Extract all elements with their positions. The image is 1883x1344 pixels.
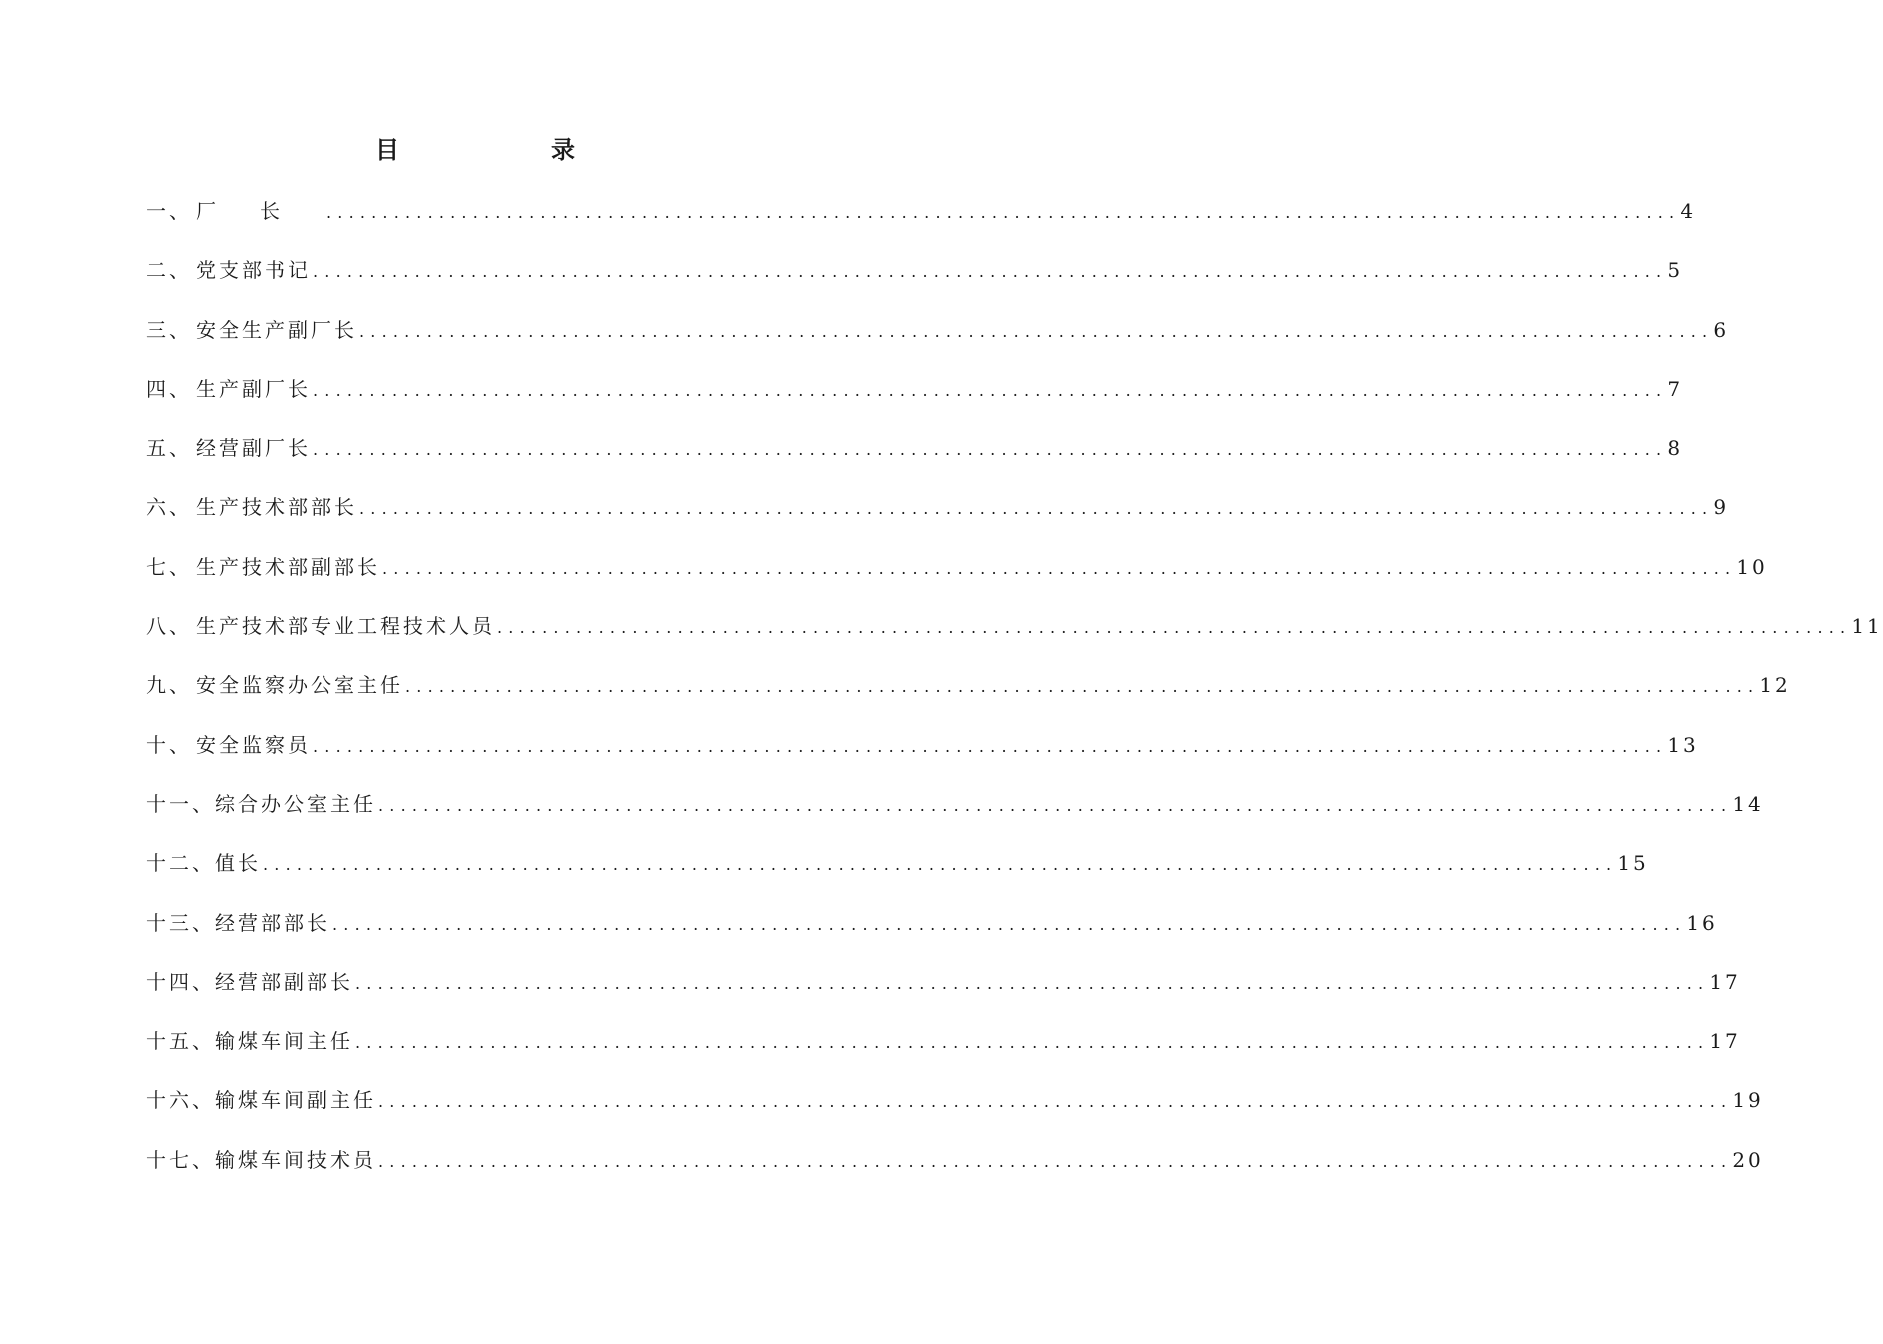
toc-entry-label: 经营部部长 — [215, 910, 330, 935]
toc-entry[interactable] — [146, 373, 1684, 432]
toc-entry[interactable] — [146, 195, 1697, 254]
toc-entry-label: 党支部书记 — [196, 258, 311, 283]
toc-entry[interactable] — [146, 847, 1649, 906]
toc-dot-leader: ........................................................................................................................ — [355, 973, 1710, 993]
toc-dot-leader: ........................................................................................................................ — [359, 321, 1714, 341]
toc-entry-label: 生产技术部专业工程技术人员 — [196, 614, 495, 639]
toc-entry-number: 十四、 — [146, 969, 215, 994]
toc-entry-number: 三、 — [146, 317, 192, 342]
toc-dot-leader: ........................................................................................................................ — [355, 1033, 1710, 1053]
toc-dot-leader: ........................................................................................................................ — [378, 795, 1733, 815]
toc-entry-page-number: 17 — [1709, 969, 1741, 994]
toc-entry-number: 九、 — [146, 673, 192, 698]
toc-entry-number: 六、 — [146, 495, 192, 520]
toc-entry-number: 十一、 — [146, 791, 215, 816]
toc-entry[interactable] — [146, 254, 1684, 313]
toc-entry[interactable] — [146, 788, 1764, 847]
toc-entry-page-number: 15 — [1617, 851, 1649, 876]
toc-entry-page-number: 13 — [1667, 732, 1699, 757]
toc-entry[interactable] — [146, 907, 1718, 966]
toc-entry-number: 十、 — [146, 732, 192, 757]
toc-dot-leader: ........................................................................................................................ — [313, 440, 1668, 460]
toc-entry-page-number: 5 — [1667, 258, 1684, 283]
toc-entry-page-number: 8 — [1667, 436, 1684, 461]
toc-entry-label: 安全监察员 — [196, 732, 311, 757]
toc-entry-label: 输煤车间副主任 — [215, 1088, 376, 1113]
toc-dot-leader: ........................................................................................................................ — [378, 1151, 1733, 1171]
toc-entry-page-number: 20 — [1732, 1147, 1764, 1172]
toc-dot-leader: ........................................................................................................................ — [313, 262, 1668, 282]
toc-entry-label: 生产技术部部长 — [196, 495, 357, 520]
toc-entry-page-number: 7 — [1667, 376, 1684, 401]
toc-entry-label: 生产技术部副部长 — [196, 554, 380, 579]
toc-entry-label: 输煤车间技术员 — [215, 1147, 376, 1172]
toc-dot-leader: ........................................................................................................................ — [405, 677, 1760, 697]
toc-entry-page-number: 12 — [1759, 673, 1791, 698]
toc-entry[interactable] — [146, 314, 1730, 373]
toc-entry[interactable] — [146, 491, 1730, 550]
toc-dot-leader: ........................................................................................................................ — [497, 618, 1852, 638]
toc-entry[interactable] — [146, 966, 1741, 1025]
toc-dot-leader: ........................................................................................................................ — [382, 558, 1737, 578]
page-title: 目 录 — [375, 135, 639, 164]
toc-entry-label: 综合办公室主任 — [215, 791, 376, 816]
toc-entry-number: 十七、 — [146, 1147, 215, 1172]
toc-dot-leader: ........................................................................................................................ — [332, 914, 1687, 934]
toc-entry[interactable] — [146, 1144, 1764, 1203]
toc-entry-page-number: 16 — [1686, 910, 1718, 935]
toc-dot-leader: ........................................................................................................................ — [263, 855, 1618, 875]
toc-dot-leader: ........................................................................................................................ — [326, 203, 1681, 222]
toc-dot-leader: ........................................................................................................................ — [378, 1092, 1733, 1112]
toc-entry[interactable] — [146, 729, 1699, 788]
toc-entry-number: 一、 — [146, 199, 192, 223]
toc-entry-label: 输煤车间主任 — [215, 1029, 353, 1054]
toc-dot-leader: ........................................................................................................................ — [313, 380, 1668, 400]
toc-entry-label: 值长 — [215, 851, 261, 876]
toc-entry-page-number: 4 — [1680, 199, 1697, 223]
toc-dot-leader: ........................................................................................................................ — [313, 736, 1668, 756]
toc-entry-number: 八、 — [146, 614, 192, 639]
toc-entry-page-number: 11 — [1851, 614, 1883, 639]
toc-entry-label: 经营部副部长 — [215, 969, 353, 994]
toc-entry-page-number: 10 — [1736, 554, 1768, 579]
toc-entry-label: 厂长 — [196, 199, 324, 223]
toc-entry-number: 十三、 — [146, 910, 215, 935]
toc-entry-number: 十六、 — [146, 1088, 215, 1113]
toc-entry-label: 经营副厂长 — [196, 436, 311, 461]
toc-entry[interactable] — [146, 551, 1768, 610]
toc-entry[interactable] — [146, 432, 1684, 491]
toc-entry-label: 安全生产副厂长 — [196, 317, 357, 342]
toc-entry-page-number: 17 — [1709, 1029, 1741, 1054]
toc-entry-page-number: 9 — [1713, 495, 1730, 520]
toc-entry-page-number: 6 — [1713, 317, 1730, 342]
table-of-contents — [146, 195, 1883, 1203]
toc-entry[interactable] — [146, 669, 1791, 728]
toc-entry-label: 安全监察办公室主任 — [196, 673, 403, 698]
toc-entry-number: 十二、 — [146, 851, 215, 876]
toc-entry-label: 生产副厂长 — [196, 376, 311, 401]
toc-entry-number: 二、 — [146, 258, 192, 283]
toc-entry-page-number: 14 — [1732, 791, 1764, 816]
toc-entry-number: 七、 — [146, 554, 192, 579]
toc-entry-number: 五、 — [146, 436, 192, 461]
toc-entry[interactable] — [146, 1025, 1741, 1084]
toc-entry-page-number: 19 — [1732, 1088, 1764, 1113]
toc-entry-number: 十五、 — [146, 1029, 215, 1054]
toc-entry[interactable] — [146, 1084, 1764, 1143]
toc-dot-leader: ........................................................................................................................ — [359, 499, 1714, 519]
toc-entry[interactable] — [146, 610, 1883, 669]
toc-entry-number: 四、 — [146, 376, 192, 401]
